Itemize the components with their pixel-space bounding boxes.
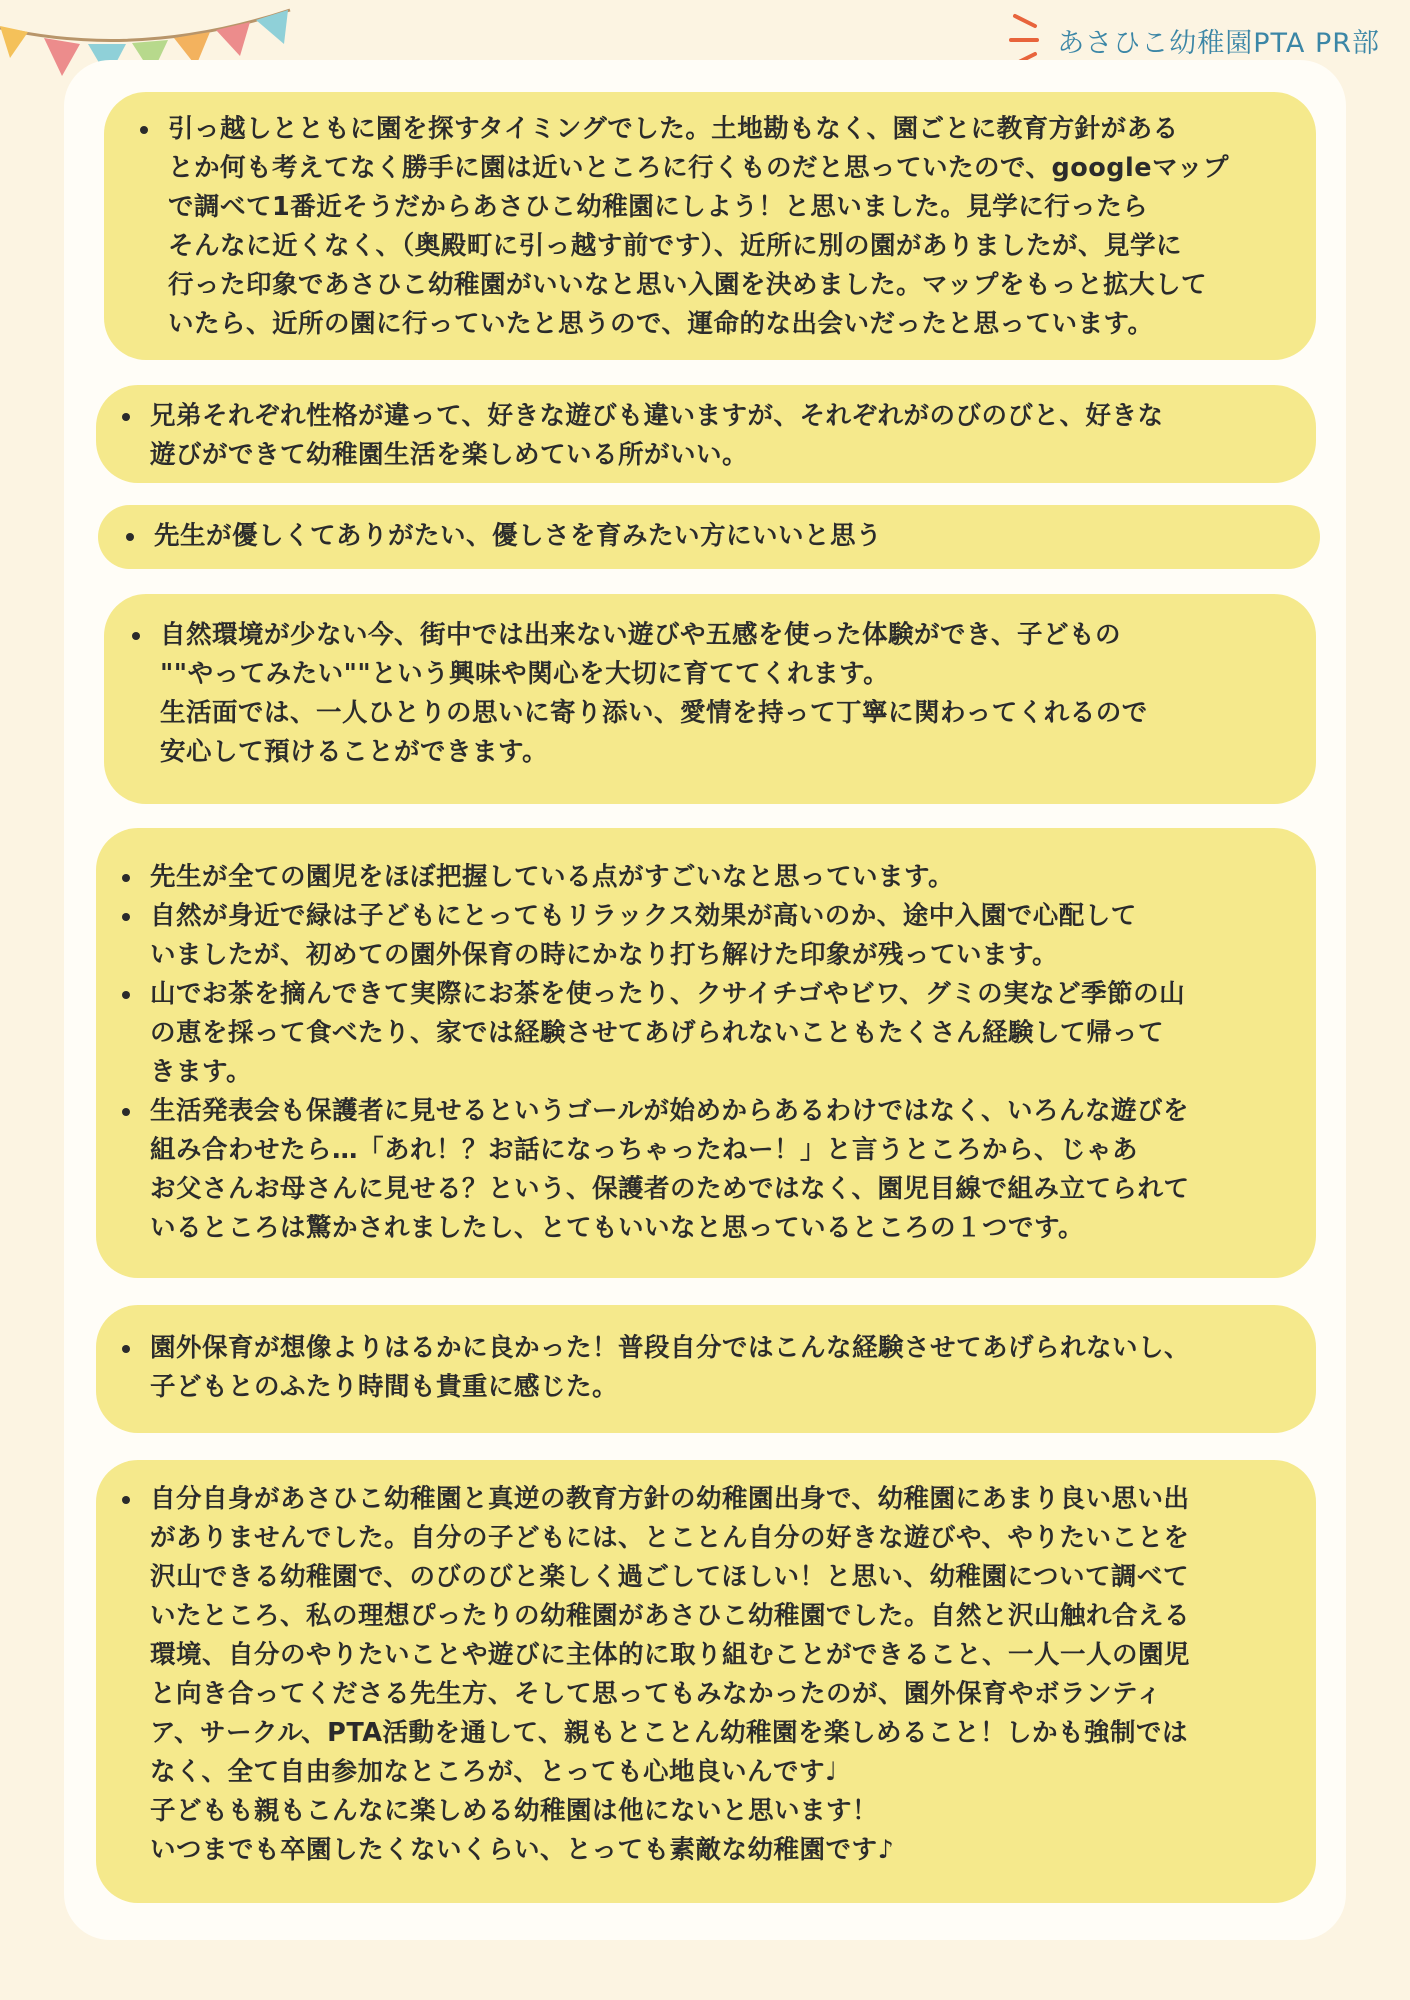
comment-item: 先生が全ての園児をほぼ把握している点がすごいなと思っています。 bbox=[116, 858, 1290, 897]
comment-item: 自分自身があさひこ幼稚園と真逆の教育方針の幼稚園出身で、幼稚園にあまり良い思い出 がありませんでした。自分の子どもには、とことん自分の好きな遊びや、やりたいことを 沢山できる幼稚園で、のびのびと楽しく過ごしてほしい！と思い、幼稚園について調べて いたところ、私の理想ぴったりの幼稚園があさひこ幼稚園でした。自然と沢山触れ合える 環境、自分のやりたいことや遊びに主体的に取り組むことができること、一人一人の園児 と向き合ってくださる先生方、そして思ってもみなかったのが、園外保育やボランティ ア、サークル、PTA活動を通して、親もとことん幼稚園を楽しめること！しかも強制では なく、全て自由参加なところが、とっても心地良いんです♩ 子どもも親もこんなに楽しめる幼稚園は他にないと思います！ いつまでも卒園したくないくらい、とっても素敵な幼稚園です♪ bbox=[116, 1480, 1290, 1870]
comment-item: 自然環境が少ない今、街中では出来ない遊びや五感を使った体験ができ、子どもの ""やってみたい""という興味や関心を大切に育ててくれます。 生活面では、一人ひとりの思いに寄り添い、愛情を持って丁寧に関わってくれるので 安心して預けることができます。 bbox=[126, 616, 1290, 772]
comment-item: 先生が優しくてありがたい、優しさを育みたい方にいいと思う bbox=[120, 517, 1294, 556]
comment-item: 兄弟それぞれ性格が違って、好きな遊びも違いますが、それぞれがのびのびと、好きな 遊びができて幼稚園生活を楽しめている所がいい。 bbox=[116, 397, 1290, 475]
page-title: あさひこ幼稚園PTA PR部 bbox=[1057, 27, 1380, 59]
comment-card-4 bbox=[104, 594, 1316, 804]
comment-card-7 bbox=[96, 1460, 1316, 1903]
comment-item: 山でお茶を摘んできて実際にお茶を使ったり、クサイチゴやビワ、グミの実など季節の山 の恵を採って食べたり、家では経験させてあげられないこともたくさん経験して帰って きます。 bbox=[116, 975, 1290, 1092]
comment-item: 園外保育が想像よりはるかに良かった！普段自分ではこんな経験させてあげられないし、 子どもとのふたり時間も貴重に感じた。 bbox=[116, 1329, 1290, 1407]
comment-card-6 bbox=[96, 1305, 1316, 1433]
comment-item: 引っ越しとともに園を探すタイミングでした。土地勘もなく、園ごとに教育方針がある とか何も考えてなく勝手に園は近いところに行くものだと思っていたので、googleマップ で調べて1番近そうだからあさひこ幼稚園にしよう！と思いました。見学に行ったら そんなに近くなく、（奥殿町に引っ越す前です）、近所に別の園がありましたが、見学に 行った印象であさひこ幼稚園がいいなと思い入園を決めました。マップをもっと拡大して いたら、近所の園に行っていたと思うので、運命的な出会いだったと思っています。 bbox=[134, 110, 1290, 344]
comment-item: 生活発表会も保護者に見せるというゴールが始めからあるわけではなく、いろんな遊びを 組み合わせたら…「あれ！？お話になっちゃったねー！」と言うところから、じゃあ お父さんお母さんに見せる？という、保護者のためではなく、園児目線で組み立てられて いるところは驚かされましたし、とてもいいなと思っているところの１つです。 bbox=[116, 1092, 1290, 1248]
comment-card-2 bbox=[96, 385, 1316, 483]
comment-item: 自然が身近で緑は子どもにとってもリラックス効果が高いのか、途中入園で心配して いましたが、初めての園外保育の時にかなり打ち解けた印象が残っています。 bbox=[116, 897, 1290, 975]
comment-card-1 bbox=[104, 92, 1316, 360]
comment-card-3 bbox=[98, 505, 1320, 569]
comment-card-5 bbox=[96, 828, 1316, 1278]
